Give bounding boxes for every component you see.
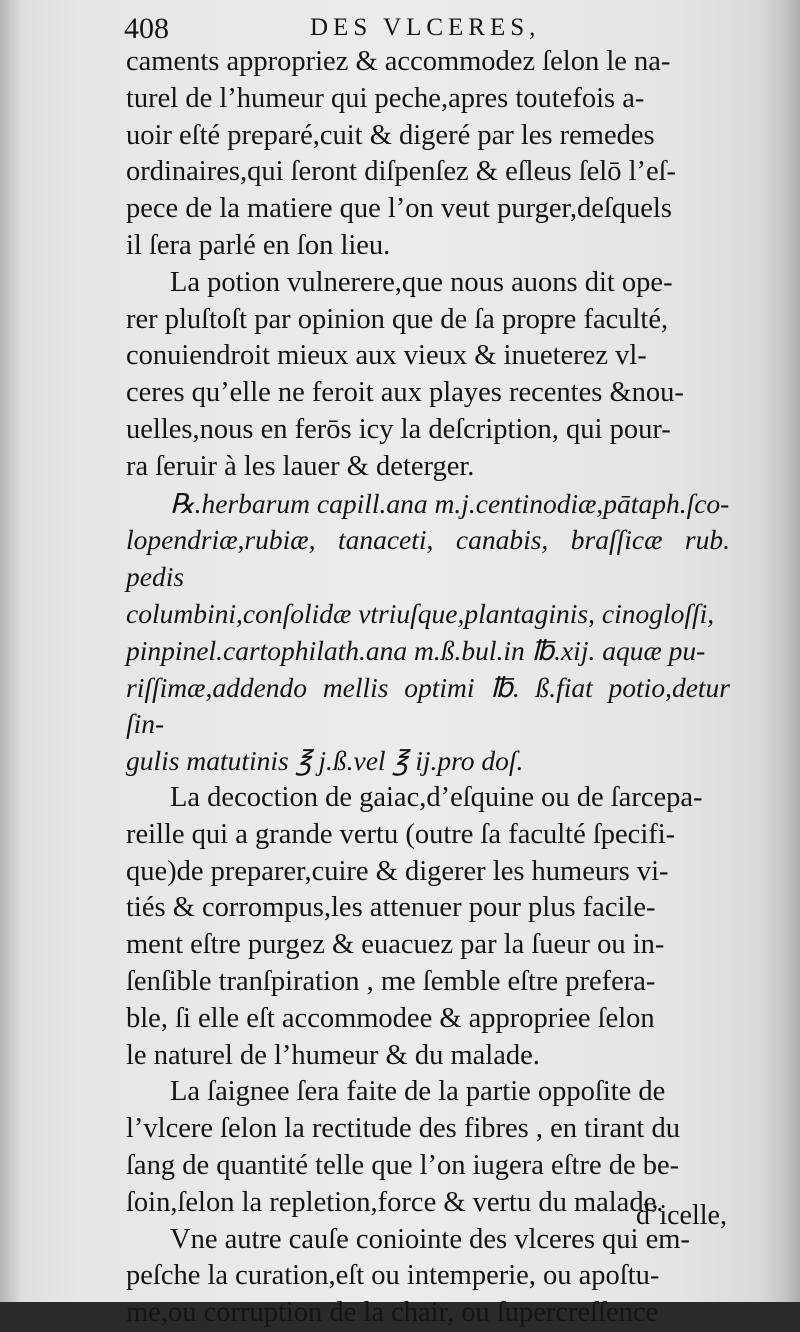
text-line: l’vlcere ſelon la rectitude des fibres , en tirant du [126, 1113, 680, 1145]
text-line: ſenſible tranſpiration , me ſemble eſtre prefera- [126, 965, 656, 997]
recipe-line: gulis matutinis ℥ j.ß.vel ℥ ij.pro doſ. [126, 745, 524, 777]
text-line: me,ou corruption de la chair, ou ſupercreſſence [126, 1297, 659, 1329]
text-line: La potion vulnerere,que nous auons dit ope- [170, 266, 673, 298]
text-line: La ſaignee ſera faite de la partie oppoſite de [170, 1076, 666, 1108]
text-line: conuiendroit mieux aux vieux & inueterez vl- [126, 340, 647, 372]
text-line: que)de preparer,cuire & digerer les humeurs vi- [126, 855, 669, 887]
text-line: caments appropriez & accommodez ſelon le na- [126, 46, 671, 77]
text-line: ceres qu’elle ne feroit aux playes recentes &nou- [126, 377, 684, 409]
text-line: La decoction de gaiac,d’eſquine ou de ſarcepa- [170, 781, 703, 813]
text-line: uelles,nous en ferōs icy la deſcription, qui pour- [126, 413, 671, 445]
catchword: d’icelle, [636, 1200, 727, 1231]
page-number: 408 [124, 12, 169, 45]
text-line: ment eſtre purgez & euacuez par la ſueur ou in- [126, 929, 665, 961]
text-line: ſoin,ſelon la repletion,force & vertu du malade. [126, 1186, 664, 1218]
recipe-line: pinpinel.cartophilath.ana m.ß.bul.in ℔.xij. aquæ pu- [126, 634, 706, 666]
text-line: reille qui a grande vertu (outre ſa faculté ſpecifi- [126, 818, 676, 850]
text-line: ſang de quantité telle que l’on iugera eſtre de be- [126, 1149, 680, 1181]
recipe-line: riſſimæ,addendo mellis optimi ℔. ß.fiat potio,detur ſin- [126, 671, 730, 740]
running-head: DES VLCERES, [310, 14, 541, 41]
text-line: le naturel de l’humeur & du malade. [126, 1039, 540, 1071]
text-line: tiés & corrompus,les attenuer pour plus facile- [126, 892, 656, 924]
text-line: il ſera parlé en ſon lieu. [126, 229, 391, 261]
text-line: uoir eſté preparé,cuit & digeré par les remedes [126, 119, 655, 151]
recipe-line: ℞.herbarum capill.ana m.j.centinodiæ,pātaph.ſco- [170, 487, 730, 519]
text-line: ra ſeruir à les lauer & deterger. [126, 450, 475, 482]
text-line: turel de l’humeur qui peche,apres toutefois a- [126, 82, 645, 114]
body-text [126, 44, 730, 1332]
text-line: pece de la matiere que l’on veut purger,deſquels [126, 193, 672, 225]
text-line: Vne autre cauſe coniointe des vlceres qui em- [170, 1223, 690, 1255]
text-line: peſche la curation,eſt ou intemperie, ou apoſtu- [126, 1260, 660, 1292]
text-line: ordinaires,qui ſeront diſpenſez & eſleus ſelō l’eſ- [126, 156, 677, 188]
text-line: ble, ſi elle eſt accommodee & appropriee ſelon [126, 1002, 655, 1034]
recipe-line: lopendriæ,rubiæ, tanaceti, canabis, braſſicæ rub. pedis [126, 524, 730, 593]
text-line: rer pluſtoſt par opinion que de ſa propre faculté, [126, 303, 669, 335]
recipe-line: columbini,conſolidæ vtriuſque,plantaginis, cinogloſſi, [126, 597, 715, 629]
page-header [124, 6, 724, 46]
